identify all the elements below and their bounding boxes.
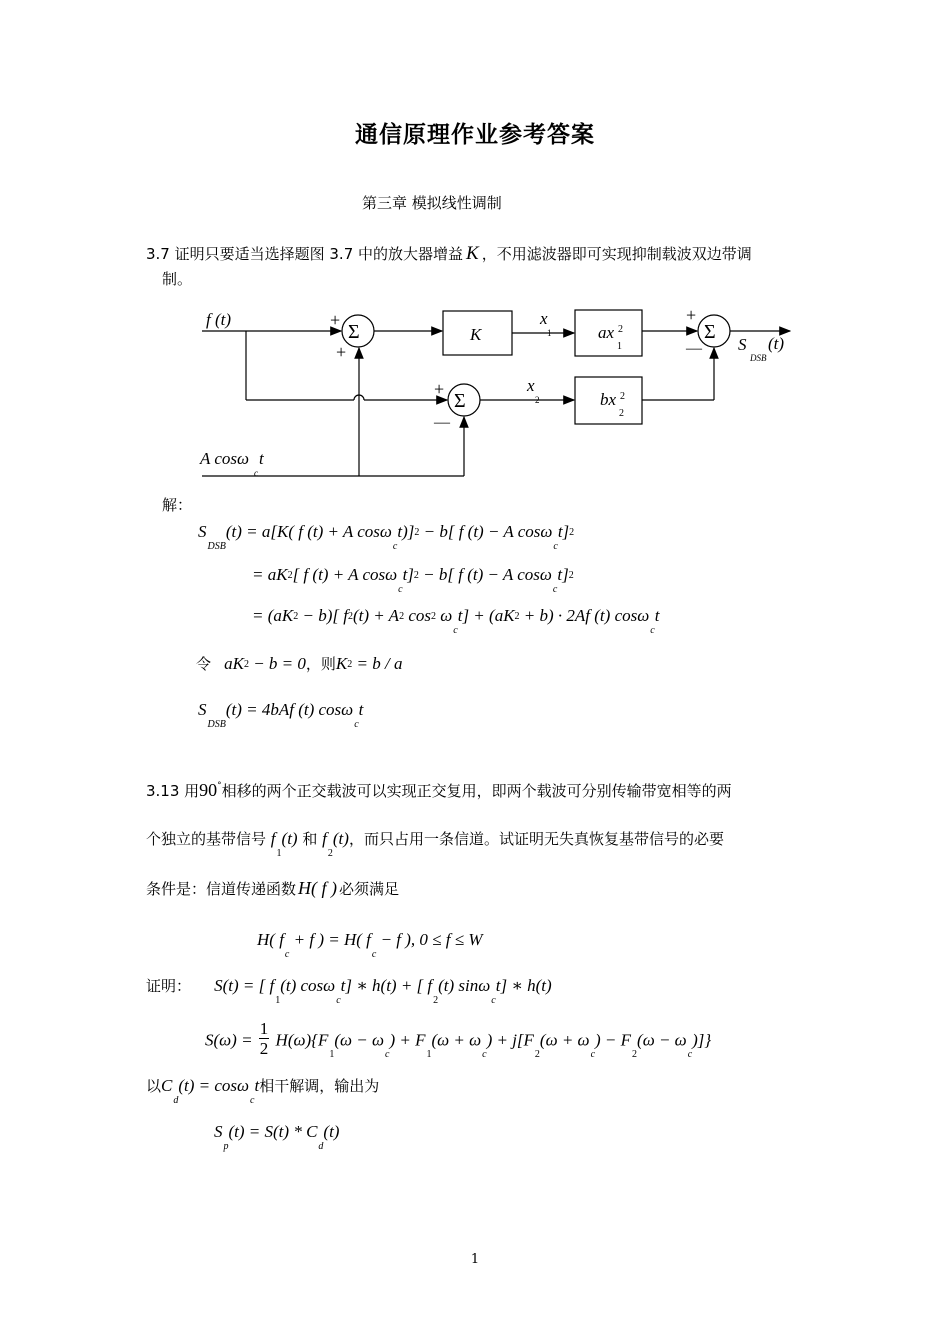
equation-line-4: 令 aK2 − b = 0，则K2 = b / a <box>196 654 403 673</box>
square-b-sub: 2 <box>619 408 624 419</box>
square-b-label: bx <box>600 390 617 409</box>
equation-line-1: $S_{DSB}(t) = a[K$( f (t) + A cosω$_c$t)]2 − b[ f (t) − A cosω$_c$t]2 <box>198 522 575 552</box>
sum2-plus: + <box>434 379 445 399</box>
demodulation-line: 以$C_d(t) = \cos\omega_ct$相干解调，输出为 <box>146 1076 380 1106</box>
equation-line-5: $S_{DSB}(t) = 4bAf$ (t) cosω$_c$t <box>198 700 364 730</box>
sum1-plus-top: + <box>330 310 341 330</box>
x2-sub: 2 <box>535 395 540 405</box>
equation-line-2: = aK2[ f (t) + A cosω$_c$t]2 − b[ f (t) − A cosω$_c$t]2 <box>252 565 574 595</box>
x1-label: x <box>540 309 548 328</box>
square-a-label: ax <box>598 323 615 342</box>
output-S-sub: DSB <box>750 353 767 363</box>
fraction-half: $\frac{1}{2}$ <box>259 1019 269 1058</box>
gain-K-label: K <box>470 325 482 344</box>
block-diagram <box>0 0 950 500</box>
carrier-sub: c <box>254 468 258 478</box>
sum3-plus: + <box>686 305 697 325</box>
output-t-label: (t) <box>768 334 785 353</box>
carrier-t: t <box>259 449 264 468</box>
output-S-label: S <box>738 335 747 354</box>
summer-3-sigma: Σ <box>704 321 716 343</box>
sum1-plus-bottom: + <box>336 342 347 362</box>
equation-line-3: = (aK2 − b)[ f2(t) + A2 cos2 $\omega_ct] + (aK2 + b) \cdot 2Af$ (t) cosω$_c$t <box>252 606 660 636</box>
sum2-minus: — <box>434 414 450 431</box>
x1-sub: 1 <box>547 328 552 338</box>
problem-3-7-line1: 3.7 证明只要适当选择题图 3.7 中的放大器增益 K ，不用滤波器即可实现抑制载波双边带调 <box>146 243 752 264</box>
problem-3-13-line3: 条件是：信道传递函数 H( f ) 必须满足 <box>146 878 400 898</box>
x2-label: x <box>527 376 535 395</box>
summer-1-sigma: Σ <box>348 321 360 343</box>
channel-condition: H( $f_c + f$ ) = H( $f_c - f$ ), 0 ≤ f ≤ W <box>257 930 483 960</box>
solution-label: 解： <box>162 496 193 514</box>
output-equation: $S_p(t) = S(t) * C_d(t)$ <box>214 1122 340 1152</box>
problem-3-13-line2: 个独立的基带信号 $f_1(t)$ 和 $f_2(t)$，而只占用一条信道。试证明无失真恢复基带信号的必要 <box>146 829 724 859</box>
sum3-minus: — <box>686 340 702 357</box>
page-title: 通信原理作业参考答案 <box>355 122 595 148</box>
square-b-sup: 2 <box>620 391 625 402</box>
square-a-sub: 1 <box>617 341 622 352</box>
chapter-heading: 第三章 模拟线性调制 <box>362 194 502 212</box>
carrier-label: A cosω <box>200 449 249 468</box>
proof-line-2: S(ω) = $\frac{1}{2}$ $H(\omega)\{F_1(\omega - \omega_c) + F_1(\omega + \omega_c) + j[F_2(\omega + \omega_c) - F_2(\omega - \omega_c)]\}$ <box>205 1019 712 1061</box>
page-number: 1 <box>470 1252 480 1267</box>
square-a-sup: 2 <box>618 324 623 335</box>
summer-2-sigma: Σ <box>454 390 466 412</box>
problem-3-7-line2: 制。 <box>162 270 193 288</box>
problem-3-13-line1: 3.13 用90°相移的两个正交载波可以实现正交复用，即两个载波可分别传输带宽相等的两 <box>146 780 732 800</box>
proof-line-1: 证明： S(t) = [ $f_1(t)$ cosω$_c$t] ∗ h(t) + [ $f_2(t)$ sinω$_c$t] ∗ h(t) <box>146 976 552 1006</box>
input-f-label: f (t) <box>206 310 232 329</box>
